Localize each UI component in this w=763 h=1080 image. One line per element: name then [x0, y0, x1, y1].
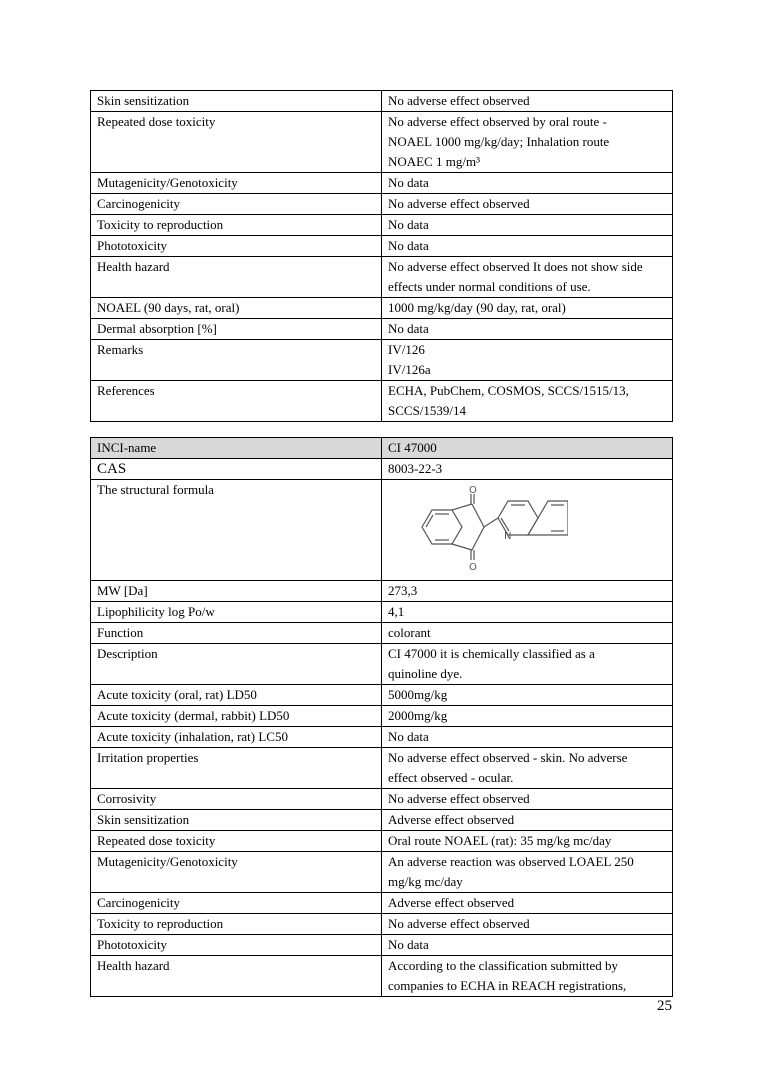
property-name-cell: Toxicity to reproduction: [91, 215, 382, 236]
nitrogen-label: N: [504, 531, 512, 542]
property-name-cell: Description: [91, 644, 382, 685]
property-value-cell: Oral route NOAEL (rat): 35 mg/kg mc/day: [382, 831, 673, 852]
property-value-cell: No adverse effect observed by oral route - NOAEL 1000 mg/kg/day; Inhalation route NOAEC 1 mg/m³: [382, 112, 673, 173]
property-value-cell: colorant: [382, 623, 673, 644]
property-name-cell: References: [91, 381, 382, 422]
property-value-cell: No data: [382, 173, 673, 194]
table-row: [91, 644, 673, 685]
properties-table-1: [90, 90, 673, 422]
table-row: [91, 789, 673, 810]
property-name-cell: Acute toxicity (inhalation, rat) LC50: [91, 727, 382, 748]
property-value-cell: No data: [382, 319, 673, 340]
oxygen-top-label: O: [469, 485, 477, 496]
properties-table-ci-47000: [90, 437, 673, 997]
property-value-cell: No data: [382, 215, 673, 236]
property-value-cell: No data: [382, 236, 673, 257]
property-name-cell: Health hazard: [91, 956, 382, 997]
table-row: [91, 685, 673, 706]
property-name-cell: Repeated dose toxicity: [91, 112, 382, 173]
cas-value: 8003-22-3: [382, 459, 673, 480]
table-row: [91, 381, 673, 422]
property-name-cell: MW [Da]: [91, 581, 382, 602]
table-row: [91, 602, 673, 623]
property-name-cell: Dermal absorption [%]: [91, 319, 382, 340]
property-value-cell: IV/126 IV/126a: [382, 340, 673, 381]
table-row: [91, 257, 673, 298]
table-row: [91, 623, 673, 644]
property-value-cell: According to the classification submitted by companies to ECHA in REACH registrations,: [382, 956, 673, 997]
table-row: [91, 893, 673, 914]
table-row: [91, 831, 673, 852]
table-row: [91, 91, 673, 112]
property-name-cell: Mutagenicity/Genotoxicity: [91, 852, 382, 893]
property-value-cell: No adverse effect observed - skin. No adverse effect observed - ocular.: [382, 748, 673, 789]
property-name-cell: Repeated dose toxicity: [91, 831, 382, 852]
property-value-cell: ECHA, PubChem, COSMOS, SCCS/1515/13, SCCS/1539/14: [382, 381, 673, 422]
table-row: [91, 956, 673, 997]
property-value-cell: No adverse effect observed: [382, 91, 673, 112]
inci-name-label: INCI-name: [91, 438, 382, 459]
property-name-cell: Function: [91, 623, 382, 644]
property-value-cell: CI 47000 it is chemically classified as a quinoline dye.: [382, 644, 673, 685]
table-row: [91, 706, 673, 727]
property-name-cell: Skin sensitization: [91, 810, 382, 831]
property-value-cell: 1000 mg/kg/day (90 day, rat, oral): [382, 298, 673, 319]
inci-name-value: CI 47000: [382, 438, 673, 459]
property-value-cell: No adverse effect observed It does not show side effects under normal conditions of use.: [382, 257, 673, 298]
property-name-cell: Toxicity to reproduction: [91, 914, 382, 935]
property-name-cell: NOAEL (90 days, rat, oral): [91, 298, 382, 319]
structural-formula-cell: [382, 480, 673, 581]
property-name-cell: Acute toxicity (oral, rat) LD50: [91, 685, 382, 706]
cas-label: CAS: [91, 459, 382, 480]
property-value-cell: No adverse effect observed: [382, 789, 673, 810]
structural-formula-row: [91, 480, 673, 581]
property-value-cell: No data: [382, 727, 673, 748]
property-value-cell: Adverse effect observed: [382, 810, 673, 831]
table-row: [91, 581, 673, 602]
table-row: [91, 298, 673, 319]
property-name-cell: Irritation properties: [91, 748, 382, 789]
property-name-cell: Remarks: [91, 340, 382, 381]
property-value-cell: 4,1: [382, 602, 673, 623]
table-row: [91, 319, 673, 340]
page-number: 25: [657, 998, 672, 1014]
property-value-cell: An adverse reaction was observed LOAEL 250 mg/kg mc/day: [382, 852, 673, 893]
table-row: [91, 236, 673, 257]
table-row: [91, 194, 673, 215]
table-row: [91, 748, 673, 789]
property-name-cell: Mutagenicity/Genotoxicity: [91, 173, 382, 194]
property-value-cell: 273,3: [382, 581, 673, 602]
property-name-cell: Acute toxicity (dermal, rabbit) LD50: [91, 706, 382, 727]
property-name-cell: Phototoxicity: [91, 236, 382, 257]
table-header-row: [91, 438, 673, 459]
property-value-cell: No data: [382, 935, 673, 956]
property-name-cell: Skin sensitization: [91, 91, 382, 112]
property-value-cell: 5000mg/kg: [382, 685, 673, 706]
property-name-cell: Carcinogenicity: [91, 893, 382, 914]
table-row: [91, 914, 673, 935]
table-row: [91, 727, 673, 748]
table-row: [91, 810, 673, 831]
property-name-cell: Corrosivity: [91, 789, 382, 810]
table-row: [91, 340, 673, 381]
property-name-cell: Lipophilicity log Po/w: [91, 602, 382, 623]
property-name-cell: Carcinogenicity: [91, 194, 382, 215]
table-row: [91, 173, 673, 194]
structural-formula-label: The structural formula: [91, 480, 382, 581]
oxygen-bottom-label: O: [469, 562, 477, 570]
property-name-cell: Phototoxicity: [91, 935, 382, 956]
cas-row: [91, 459, 673, 480]
property-value-cell: No adverse effect observed: [382, 914, 673, 935]
property-value-cell: 2000mg/kg: [382, 706, 673, 727]
table-row: [91, 852, 673, 893]
property-value-cell: No adverse effect observed: [382, 194, 673, 215]
table-row: [91, 112, 673, 173]
property-value-cell: Adverse effect observed: [382, 893, 673, 914]
table-row: [91, 215, 673, 236]
table-row: [91, 935, 673, 956]
property-name-cell: Health hazard: [91, 257, 382, 298]
structural-formula-image: [418, 484, 568, 570]
